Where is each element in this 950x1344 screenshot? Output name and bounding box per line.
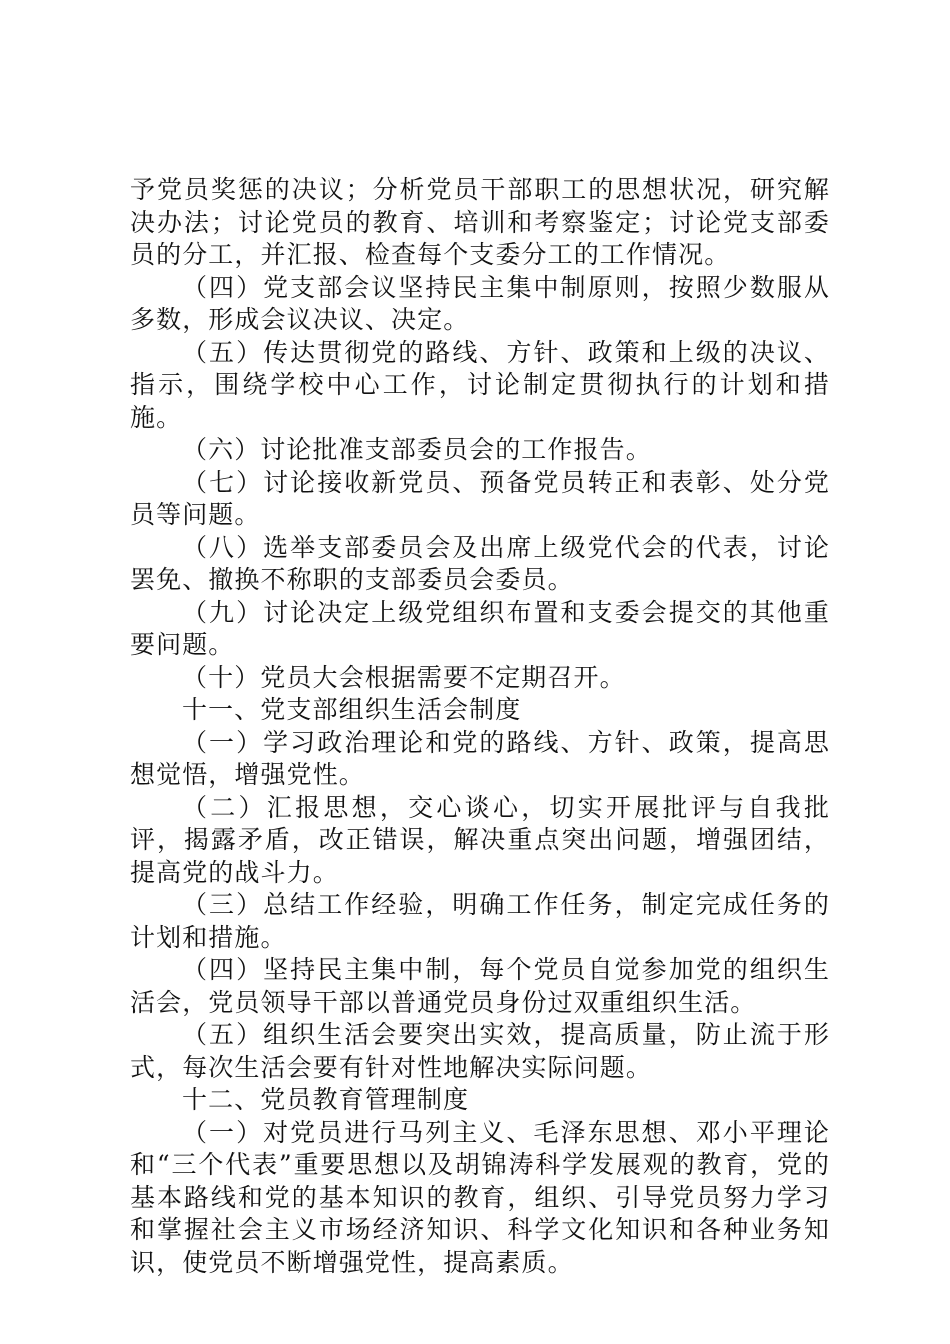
section-heading-12: 十二、党员教育管理制度 xyxy=(182,1085,470,1114)
paragraph-4: （六）讨论批准支部委员会的工作报告。 xyxy=(182,435,652,464)
paragraph-6: （八）选举支部委员会及出席上级党代会的代表，讨论罢免、撤换不称职的支部委员会委员。 xyxy=(130,532,830,594)
paragraph-12: （三）总结工作经验，明确工作任务，制定完成任务的计划和措施。 xyxy=(130,890,830,952)
paragraph-11: （二）汇报思想，交心谈心，切实开展批评与自我批评，揭露矛盾，改正错误，解决重点突出问题，增强团结，提高党的战斗力。 xyxy=(130,792,830,887)
paragraph-14: （五）组织生活会要突出实效，提高质量，防止流于形式，每次生活会要有针对性地解决实际问题。 xyxy=(130,1020,830,1082)
paragraph-3: （五）传达贯彻党的路线、方针、政策和上级的决议、指示，围绕学校中心工作，讨论制定贯彻执行的计划和措施。 xyxy=(130,337,830,432)
paragraph-2: （四）党支部会议坚持民主集中制原则，按照少数服从多数，形成会议决议、决定。 xyxy=(130,272,830,334)
paragraph-8: （十）党员大会根据需要不定期召开。 xyxy=(182,662,626,692)
paragraph-10: （一）学习政治理论和党的路线、方针、政策，提高思想觉悟，增强党性。 xyxy=(130,727,830,789)
paragraph-13: （四）坚持民主集中制，每个党员自觉参加党的组织生活会，党员领导干部以普通党员身份过双重组织生活。 xyxy=(130,955,830,1017)
document-page xyxy=(130,174,830,1279)
paragraph-1: 予党员奖惩的决议；分析党员干部职工的思想状况，研究解决办法；讨论党员的教育、培训和考察鉴定；讨论党支部委员的分工，并汇报、检查每个支委分工的工作情况。 xyxy=(130,175,830,269)
paragraph-16: （一）对党员进行马列主义、毛泽东思想、邓小平理论和“三个代表”重要思想以及胡锦涛科学发展观的教育，党的基本路线和党的基本知识的教育，组织、引导党员努力学习和掌握社会主义市场经济知识、科学文化知识和各种业务知识，使党员不断增强党性，提高素质。 xyxy=(130,1117,830,1277)
section-heading-11: 十一、党支部组织生活会制度 xyxy=(182,695,522,724)
paragraph-5: （七）讨论接收新党员、预备党员转正和表彰、处分党员等问题。 xyxy=(130,467,830,529)
paragraph-7: （九）讨论决定上级党组织布置和支委会提交的其他重要问题。 xyxy=(130,597,830,659)
